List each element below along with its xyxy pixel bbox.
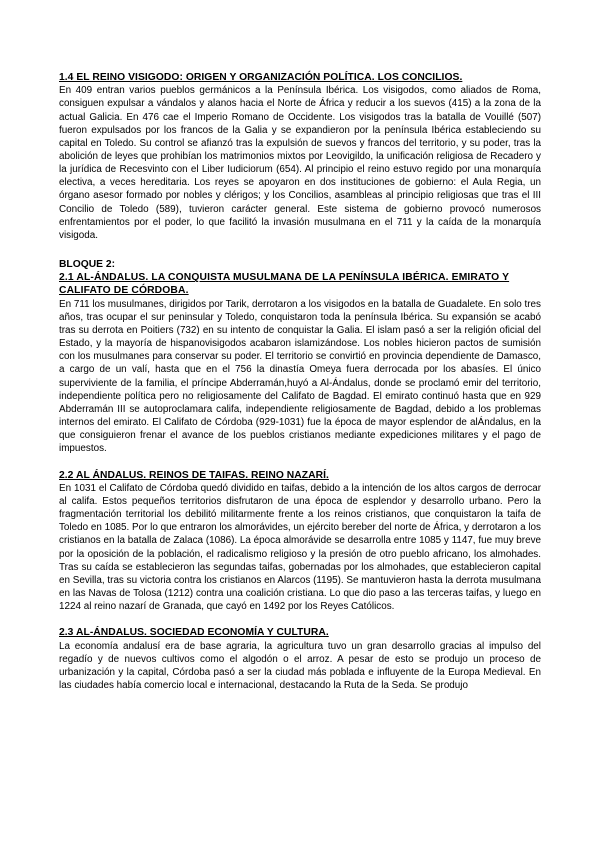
- section-2-3-body: La economía andalusí era de base agraria, la agricultura tuvo un gran desarrollo gracias al impulso del regadío y de nuevos cultivos como el algodón o el arroz. A pesar de esto se produjo un proceso de urbanización y la capital, Córdoba pasó a ser la ciudad más poblada e influyente de la Europa Medieval. En las ciudades había comercio local e internacional, destacando la Ruta de la Seda. Se produjo: [59, 640, 541, 691]
- spacer: [59, 456, 541, 469]
- bloque-label: BLOQUE 2:: [59, 259, 116, 271]
- section-1-4-heading: 1.4 EL REINO VISIGODO: ORIGEN Y ORGANIZACIÓN POLÍTICA. LOS CONCILIOS.: [59, 72, 463, 83]
- section-2-1-body: En 711 los musulmanes, dirigidos por Tarik, derrotaron a los visigodos en la batalla de Guadalete. En solo tres años, tras ocupar el sur peninsular y Toledo, conquistaron toda la península Ibérica. Su expansión se acabó tras su derrota en Poitiers (732) en su intento de conquistar la Galia. El islam pasó a ser la religión oficial del Estado, y la mayoría de hispanovisigodos acabaron islamizándose. Los nobles hicieron pactos de sumisión con los musulmanes para conservar su poder. El territorio se convirtió en provincia dependiente de Damasco, a cargo de un valí, hasta que en el 756 la dinastía Omeya fuera derrocada por los abasíes. El único superviviente de la familia, el príncipe Abderramán,huyó a Al-Ándalus, donde se proclamó emir del territorio, independiente política pero no religiosamente del Califato de Bagdad. El emirato continuó hasta que en 929 Abderramán III se autoproclamara califa, independiente religiosamente de Bagdad, debido a los problemas internos del emirato. El Califato de Córdoba (929-1031) fue la época de mayor esplendor de alÁndalus, en la que consiguieron frenar el avance de los pueblos cristianos mediante expediciones militares y el pago de impuestos.: [59, 298, 541, 455]
- spacer: [59, 242, 541, 258]
- section-1-4-body: En 409 entran varios pueblos germánicos a la Península Ibérica. Los visigodos, como aliados de Roma, consiguen expulsar a vándalos y alanos hacia el Norte de África y reducir a los suevos (415) a la zona de la actual Galicia. En 476 cae el Imperio Romano de Occidente. Los visigodos tras la batalla de Vouillé (507) fueron expulsados por los francos de la Galia y se expandieron por la península Ibérica estableciendo su capital en Toledo. Su control se afianzó tras la expulsión de suevos y francos del territorio, y su poder, tras la abolición de leyes que prohibían los matrimonios mixtos por Leovigildo, la unificación religiosa de Recadero y la jurídica de Recesvinto con el Liber Iudiciorum (654). Al principio el reino estuvo regido por una monarquía electiva, a veces hereditaria. Los reyes se apoyaron en dos instituciones de gobierno: el Aula Regia, un órgano asesor formado por nobles y clérigos; y los Concilios, asambleas al principio religiosas que tras el III Concilio de Toledo (589), tuvieron carácter general. Este sistema de gobierno provocó numerosos enfrentamientos por el poder, lo que facilitó la invasión musulmana en el 711 y la caída de la monarquía visigoda.: [59, 85, 541, 241]
- document-page: [59, 71, 541, 692]
- spacer: [59, 613, 541, 626]
- section-2-2-heading: 2.2 AL ÁNDALUS. REINOS DE TAIFAS. REINO NAZARÍ.: [59, 469, 329, 481]
- section-2-2-body: En 1031 el Califato de Córdoba quedó dividido en taifas, debido a la intención de los altos cargos de derrocar al califa. Estos pequeños territorios disfrutaron de una época de esplendor y desarrollo urbano. Pero la fragmentación territorial los debilitó militarmente frente a los reinos cristianos, que conquistaron la taifa de Toledo en 1085. Por lo que entraron los almorávides, un ejército bereber del norte de África, y derrotaron a los cristianos en la batalla de Zalaca (1086). La época almorávide se desarrolla entre 1085 y 1147, fue muy breve por la oposición de la población, el radicalismo religioso y la presión de otro pueblo africano, los almohades. Tras su caída se establecieron las segundas taifas, gobernadas por los almohades, que establecieron capital en Sevilla, tras su victoria contra los cristianos en Alarcos (1195). Se mantuvieron hasta la derrota musulmana en las Navas de Tolosa (1212) contra una coalición cristiana. Lo que dio paso a las terceras taifas, y luego en 1224 al reino nazarí de Granada, que cayó en 1492 por los Reyes Católicos.: [59, 482, 541, 613]
- section-2-1-heading: 2.1 AL-ÁNDALUS. LA CONQUISTA MUSULMANA DE LA PENÍNSULA IBÉRICA. EMIRATO Y CALIFATO DE CÓRDOBA.: [59, 272, 510, 297]
- section-2-3-heading: 2.3 AL-ÁNDALUS. SOCIEDAD ECONOMÍA Y CULTURA.: [59, 627, 329, 639]
